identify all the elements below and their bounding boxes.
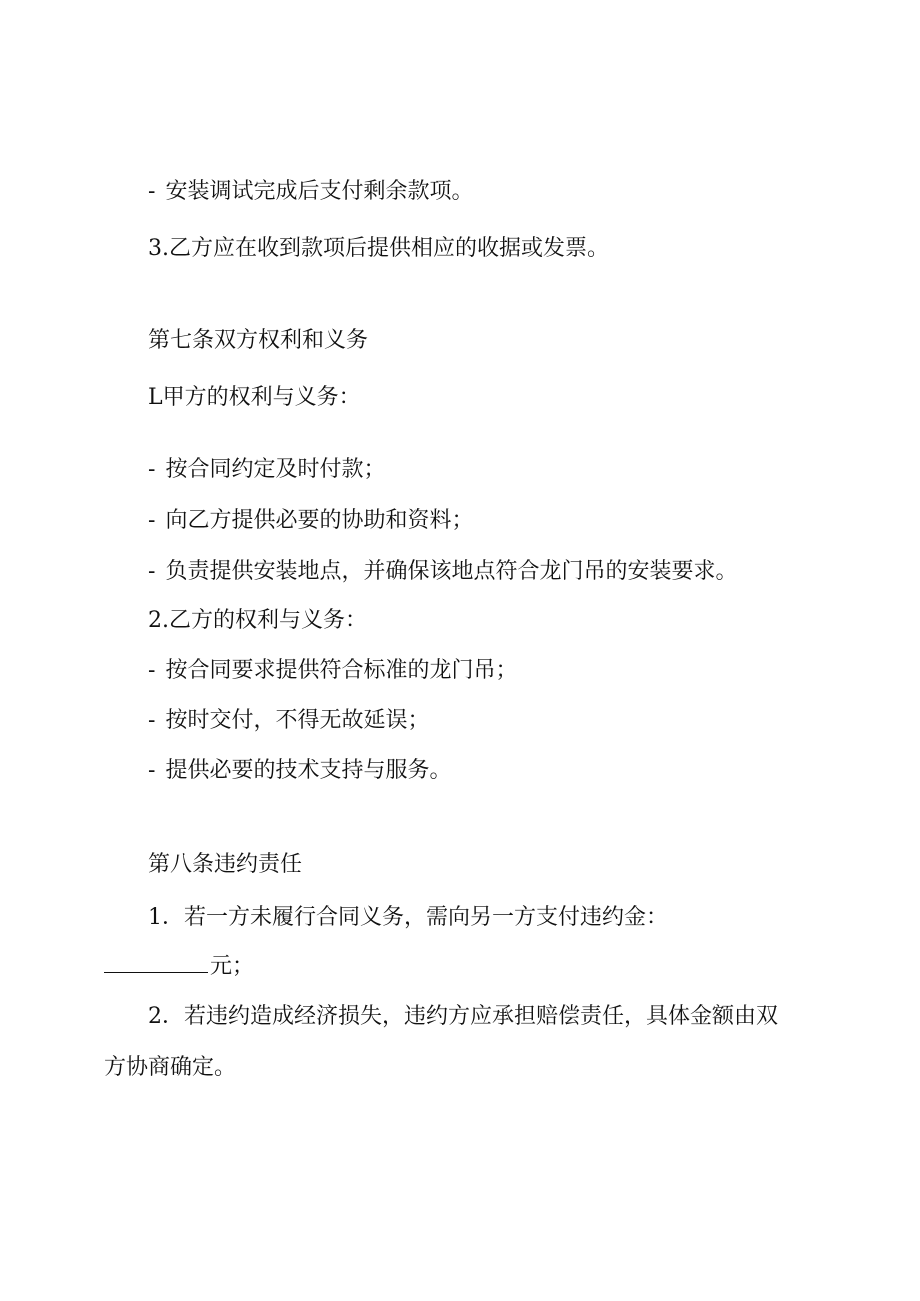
party-b-item <box>148 656 517 686</box>
party-a-item <box>148 506 473 536</box>
currency-unit: 元； <box>210 954 255 979</box>
list-dash: - <box>148 508 156 533</box>
penalty-clause-two: 2．若违约造成经济损失，违约方应承担赔偿责任，具体金额由双 <box>148 1004 778 1029</box>
penalty-clause-one: 1．若一方未履行合同义务，需向另一方支付违约金： <box>148 905 668 930</box>
penalty-amount-line <box>104 952 254 982</box>
party-b-item <box>148 706 429 736</box>
list-item-text: 按合同约定及时付款； <box>165 457 386 482</box>
list-dash: - <box>148 708 156 733</box>
party-a-item <box>148 557 737 587</box>
party-b-item <box>148 756 451 786</box>
list-dash: - <box>148 758 156 783</box>
payment-remaining-item <box>148 177 473 207</box>
list-dash: - <box>148 457 156 482</box>
list-item-text: 安装调试完成后支付剩余款项。 <box>165 179 474 204</box>
list-item-text: 负责提供安装地点，并确保该地点符合龙门吊的安装要求。 <box>165 559 738 584</box>
article-eight-heading: 第八条违约责任 <box>148 852 303 877</box>
list-item-text: 向乙方提供必要的协助和资料； <box>165 508 474 533</box>
penalty-clause-two-continued: 方协商确定。 <box>104 1055 237 1080</box>
list-dash: - <box>148 658 156 683</box>
receipt-clause: 3.乙方应在收到款项后提供相应的收据或发票。 <box>148 236 609 261</box>
list-item-text: 按时交付，不得无故延误； <box>165 708 430 733</box>
list-dash: - <box>148 559 156 584</box>
amount-blank[interactable] <box>104 952 208 973</box>
party-b-subheading: 2.乙方的权利与义务： <box>148 608 367 633</box>
list-item-text: 按合同要求提供符合标准的龙门吊； <box>165 658 518 683</box>
list-item-text: 提供必要的技术支持与服务。 <box>165 758 452 783</box>
list-dash: - <box>148 179 156 204</box>
party-a-item <box>148 455 385 485</box>
party-a-subheading: L甲方的权利与义务： <box>148 385 361 410</box>
article-seven-heading: 第七条双方权利和义务 <box>148 328 369 353</box>
